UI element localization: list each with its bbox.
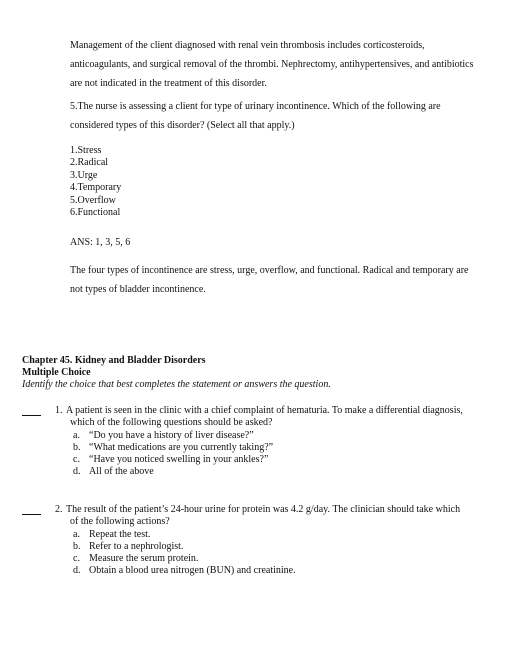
list-item: 1.Stress: [70, 145, 102, 156]
instructions: Identify the choice that best completes the statement or answers the question.: [22, 379, 331, 390]
answer-option: [73, 466, 154, 478]
option-text: Refer to a nephrologist.: [89, 541, 184, 552]
answer-blank[interactable]: [22, 514, 41, 515]
list-item: 4.Temporary: [70, 182, 122, 194]
intro-line: anticoagulants, and surgical removal of the thrombi. Nephrectomy, antihypertensives, and antibiotics: [70, 59, 474, 70]
answer-option: [73, 541, 183, 553]
intro-line: Management of the client diagnosed with renal vein thrombosis includes corticosteroids,: [70, 40, 425, 51]
chapter-title: Chapter 45. Kidney and Bladder Disorders: [22, 355, 206, 366]
option-letter: b.: [73, 541, 81, 552]
stem-line: considered types of this disorder? (Select all that apply.): [70, 120, 295, 131]
answer-option: [73, 454, 268, 466]
option-letter: b.: [73, 442, 81, 453]
intro-paragraph: [70, 36, 474, 93]
rationale-line: not types of bladder incontinence.: [70, 284, 206, 295]
answer-option: [73, 565, 296, 577]
option-text: “Do you have a history of liver disease?”: [89, 430, 254, 441]
stem-line: 5.The nurse is assessing a client for type of urinary incontinence. Which of the following are: [70, 101, 441, 112]
question-stem-line: of the following actions?: [70, 516, 170, 527]
intro-line: are not indicated in the treatment of this disorder.: [70, 78, 267, 89]
list-item: 6.Functional: [70, 207, 121, 219]
question-stem-line: A patient is seen in the clinic with a chief complaint of hematuria. To make a differential diagnosis,: [66, 405, 463, 416]
answer-blank[interactable]: [22, 415, 41, 416]
option-text: Repeat the test.: [89, 529, 151, 540]
answer-option: [73, 430, 254, 442]
rationale-line: The four types of incontinence are stress, urge, overflow, and functional. Radical and temporary are: [70, 265, 469, 276]
list-item: 2.Radical: [70, 157, 109, 169]
rationale-paragraph: [70, 261, 468, 299]
question-5-options: [70, 145, 121, 219]
option-letter: d.: [73, 565, 81, 576]
option-text: Measure the serum protein.: [89, 553, 199, 564]
option-letter: d.: [73, 466, 81, 477]
answer-option: [73, 442, 273, 454]
question-5-stem: [70, 97, 441, 135]
answer-option: [73, 553, 198, 565]
question-stem-line: The result of the patient’s 24-hour urine for protein was 4.2 g/day. The clinician should take which: [66, 504, 461, 515]
list-item: 5.Overflow: [70, 194, 116, 206]
answer-option: [73, 529, 150, 541]
question-number: 2.: [55, 504, 63, 515]
option-text: All of the above: [89, 466, 154, 477]
option-letter: c.: [73, 553, 80, 564]
answer-line: ANS: 1, 3, 5, 6: [70, 237, 131, 248]
section-title: Multiple Choice: [22, 367, 91, 378]
option-letter: c.: [73, 454, 80, 465]
option-letter: a.: [73, 529, 80, 540]
list-item: 3.Urge: [70, 169, 98, 181]
option-letter: a.: [73, 430, 80, 441]
option-text: Obtain a blood urea nitrogen (BUN) and creatinine.: [89, 565, 296, 576]
option-text: “What medications are you currently taking?”: [89, 442, 274, 453]
option-text: “Have you noticed swelling in your ankles?”: [89, 454, 269, 465]
question-stem-line: which of the following questions should be asked?: [70, 417, 273, 428]
question-number: 1.: [55, 405, 63, 416]
